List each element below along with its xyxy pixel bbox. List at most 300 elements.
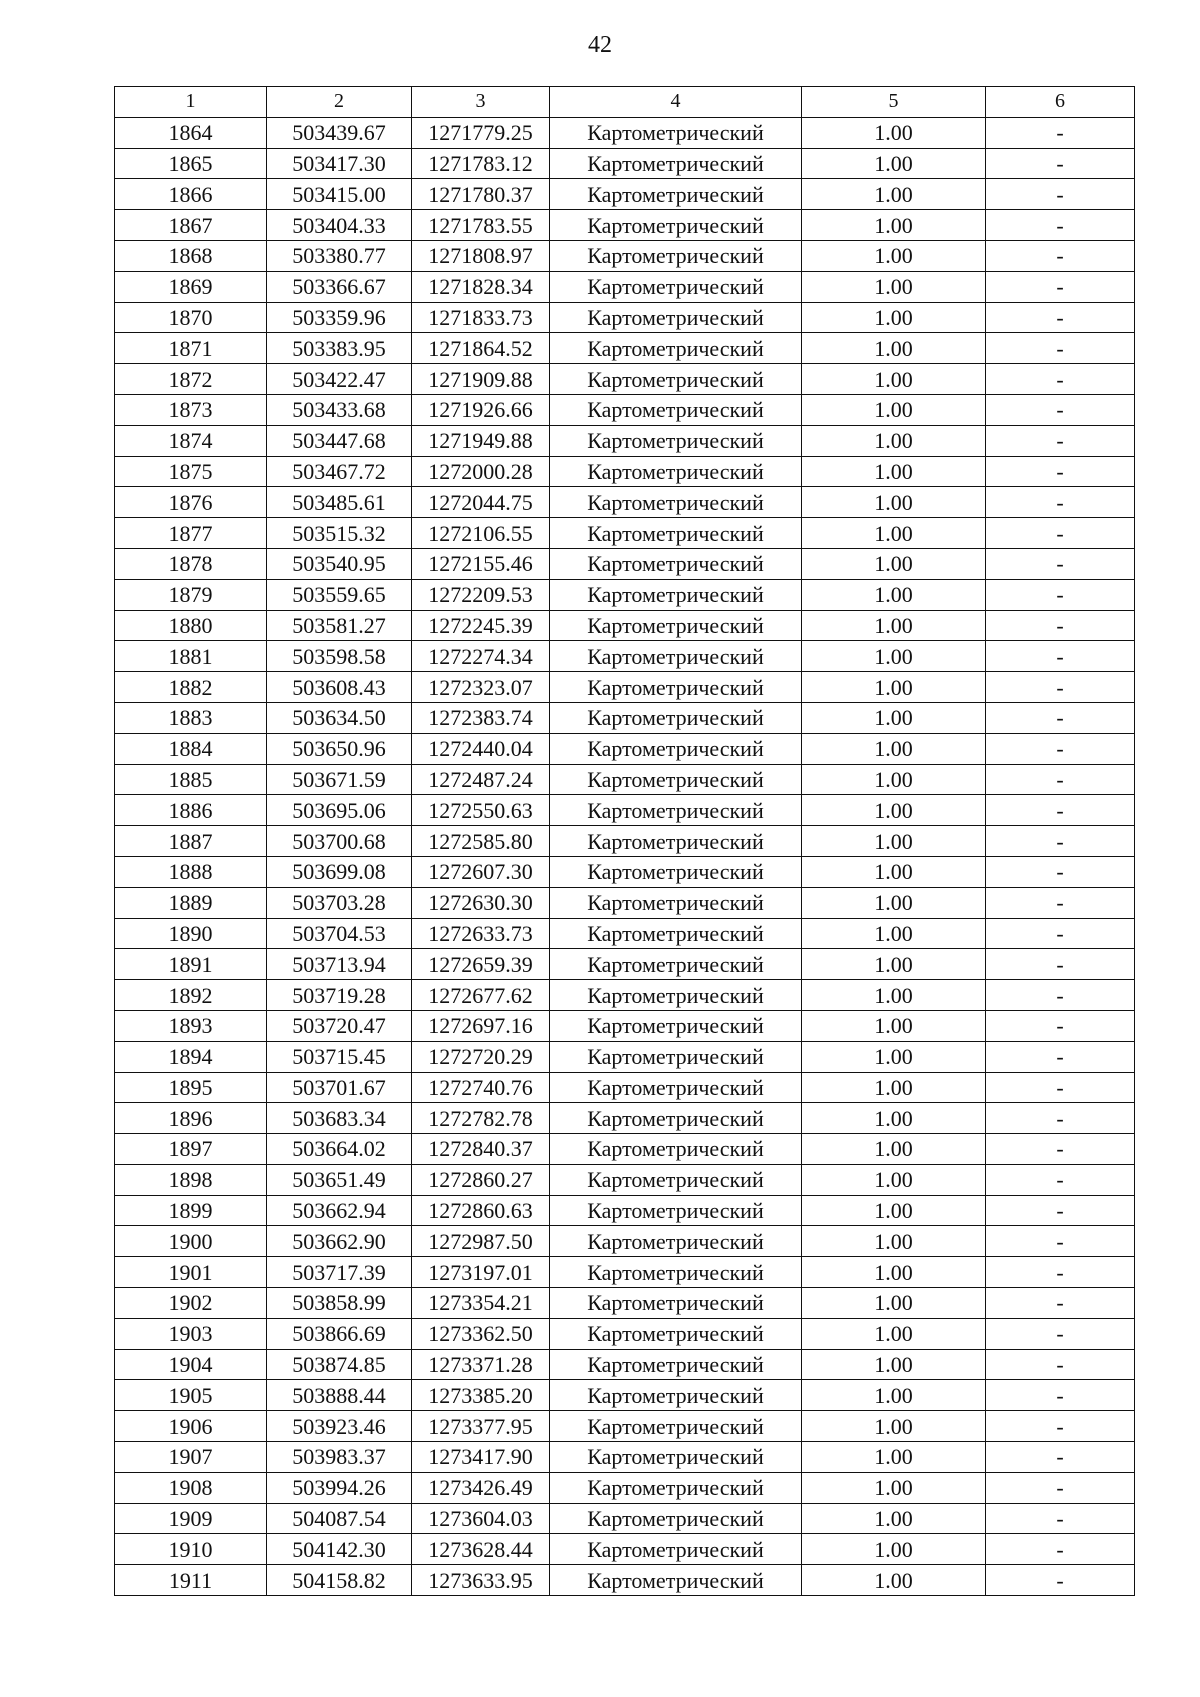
- x-coordinate-cell: 503581.27: [267, 610, 412, 641]
- note-cell: -: [986, 856, 1135, 887]
- accuracy-cell: 1.00: [802, 518, 986, 549]
- note-cell: -: [986, 1103, 1135, 1134]
- note-cell: -: [986, 148, 1135, 179]
- note-cell: -: [986, 1565, 1135, 1596]
- note-cell: -: [986, 364, 1135, 395]
- method-cell: Картометрический: [550, 1411, 802, 1442]
- x-coordinate-cell: 503540.95: [267, 548, 412, 579]
- table-row: [115, 826, 1135, 857]
- y-coordinate-cell: 1273362.50: [412, 1318, 550, 1349]
- point-number-cell: 1889: [115, 887, 267, 918]
- note-cell: -: [986, 887, 1135, 918]
- y-coordinate-cell: 1271949.88: [412, 425, 550, 456]
- note-cell: -: [986, 579, 1135, 610]
- accuracy-cell: 1.00: [802, 579, 986, 610]
- table-row: [115, 1041, 1135, 1072]
- header-cell-3: 3: [412, 87, 550, 118]
- table-row: [115, 579, 1135, 610]
- method-cell: Картометрический: [550, 610, 802, 641]
- accuracy-cell: 1.00: [802, 1010, 986, 1041]
- y-coordinate-cell: 1272209.53: [412, 579, 550, 610]
- point-number-cell: 1901: [115, 1257, 267, 1288]
- x-coordinate-cell: 503383.95: [267, 333, 412, 364]
- note-cell: -: [986, 1472, 1135, 1503]
- table-row: [115, 1134, 1135, 1165]
- x-coordinate-cell: 503703.28: [267, 887, 412, 918]
- method-cell: Картометрический: [550, 210, 802, 241]
- table-row: [115, 425, 1135, 456]
- point-number-cell: 1891: [115, 949, 267, 980]
- x-coordinate-cell: 503704.53: [267, 918, 412, 949]
- point-number-cell: 1871: [115, 333, 267, 364]
- x-coordinate-cell: 503664.02: [267, 1134, 412, 1165]
- x-coordinate-cell: 503366.67: [267, 271, 412, 302]
- note-cell: -: [986, 425, 1135, 456]
- note-cell: -: [986, 1534, 1135, 1565]
- x-coordinate-cell: 503701.67: [267, 1072, 412, 1103]
- point-number-cell: 1886: [115, 795, 267, 826]
- x-coordinate-cell: 503923.46: [267, 1411, 412, 1442]
- y-coordinate-cell: 1273197.01: [412, 1257, 550, 1288]
- note-cell: -: [986, 702, 1135, 733]
- accuracy-cell: 1.00: [802, 240, 986, 271]
- note-cell: -: [986, 487, 1135, 518]
- method-cell: Картометрический: [550, 1503, 802, 1534]
- note-cell: -: [986, 1195, 1135, 1226]
- method-cell: Картометрический: [550, 1041, 802, 1072]
- header-cell-1: 1: [115, 87, 267, 118]
- point-number-cell: 1908: [115, 1472, 267, 1503]
- table-row: [115, 1257, 1135, 1288]
- y-coordinate-cell: 1272106.55: [412, 518, 550, 549]
- point-number-cell: 1883: [115, 702, 267, 733]
- header-cell-6: 6: [986, 87, 1135, 118]
- table-row: [115, 487, 1135, 518]
- note-cell: -: [986, 918, 1135, 949]
- accuracy-cell: 1.00: [802, 364, 986, 395]
- point-number-cell: 1893: [115, 1010, 267, 1041]
- y-coordinate-cell: 1273604.03: [412, 1503, 550, 1534]
- x-coordinate-cell: 503608.43: [267, 672, 412, 703]
- y-coordinate-cell: 1273385.20: [412, 1380, 550, 1411]
- x-coordinate-cell: 503983.37: [267, 1442, 412, 1473]
- point-number-cell: 1888: [115, 856, 267, 887]
- y-coordinate-cell: 1271779.25: [412, 117, 550, 148]
- point-number-cell: 1865: [115, 148, 267, 179]
- method-cell: Картометрический: [550, 1226, 802, 1257]
- point-number-cell: 1870: [115, 302, 267, 333]
- table-row: [115, 1380, 1135, 1411]
- y-coordinate-cell: 1272585.80: [412, 826, 550, 857]
- table-row: [115, 672, 1135, 703]
- y-coordinate-cell: 1272860.63: [412, 1195, 550, 1226]
- x-coordinate-cell: 503700.68: [267, 826, 412, 857]
- table-row: [115, 456, 1135, 487]
- table-row: [115, 518, 1135, 549]
- y-coordinate-cell: 1272659.39: [412, 949, 550, 980]
- note-cell: -: [986, 949, 1135, 980]
- x-coordinate-cell: 503380.77: [267, 240, 412, 271]
- x-coordinate-cell: 503447.68: [267, 425, 412, 456]
- accuracy-cell: 1.00: [802, 210, 986, 241]
- method-cell: Картометрический: [550, 302, 802, 333]
- x-coordinate-cell: 503404.33: [267, 210, 412, 241]
- method-cell: Картометрический: [550, 702, 802, 733]
- accuracy-cell: 1.00: [802, 1503, 986, 1534]
- y-coordinate-cell: 1271828.34: [412, 271, 550, 302]
- table-row: [115, 148, 1135, 179]
- method-cell: Картометрический: [550, 1534, 802, 1565]
- x-coordinate-cell: 503651.49: [267, 1164, 412, 1195]
- point-number-cell: 1880: [115, 610, 267, 641]
- accuracy-cell: 1.00: [802, 733, 986, 764]
- note-cell: -: [986, 1288, 1135, 1319]
- table-row: [115, 1072, 1135, 1103]
- point-number-cell: 1876: [115, 487, 267, 518]
- accuracy-cell: 1.00: [802, 548, 986, 579]
- method-cell: Картометрический: [550, 764, 802, 795]
- accuracy-cell: 1.00: [802, 1288, 986, 1319]
- note-cell: -: [986, 1226, 1135, 1257]
- x-coordinate-cell: 503683.34: [267, 1103, 412, 1134]
- accuracy-cell: 1.00: [802, 887, 986, 918]
- table-row: [115, 1349, 1135, 1380]
- header-row: [115, 87, 1135, 118]
- method-cell: Картометрический: [550, 826, 802, 857]
- table-row: [115, 548, 1135, 579]
- y-coordinate-cell: 1271780.37: [412, 179, 550, 210]
- accuracy-cell: 1.00: [802, 148, 986, 179]
- table-row: [115, 1411, 1135, 1442]
- y-coordinate-cell: 1272630.30: [412, 887, 550, 918]
- y-coordinate-cell: 1271926.66: [412, 394, 550, 425]
- point-number-cell: 1874: [115, 425, 267, 456]
- x-coordinate-cell: 503874.85: [267, 1349, 412, 1380]
- method-cell: Картометрический: [550, 856, 802, 887]
- note-cell: -: [986, 1380, 1135, 1411]
- note-cell: -: [986, 733, 1135, 764]
- note-cell: -: [986, 826, 1135, 857]
- y-coordinate-cell: 1271909.88: [412, 364, 550, 395]
- y-coordinate-cell: 1272155.46: [412, 548, 550, 579]
- table-row: [115, 1195, 1135, 1226]
- accuracy-cell: 1.00: [802, 1349, 986, 1380]
- method-cell: Картометрический: [550, 240, 802, 271]
- accuracy-cell: 1.00: [802, 1072, 986, 1103]
- table-row: [115, 240, 1135, 271]
- accuracy-cell: 1.00: [802, 1472, 986, 1503]
- point-number-cell: 1885: [115, 764, 267, 795]
- header-cell-2: 2: [267, 87, 412, 118]
- accuracy-cell: 1.00: [802, 1380, 986, 1411]
- table-row: [115, 117, 1135, 148]
- method-cell: Картометрический: [550, 456, 802, 487]
- accuracy-cell: 1.00: [802, 487, 986, 518]
- table-row: [115, 1565, 1135, 1596]
- accuracy-cell: 1.00: [802, 1134, 986, 1165]
- method-cell: Картометрический: [550, 1472, 802, 1503]
- y-coordinate-cell: 1272000.28: [412, 456, 550, 487]
- y-coordinate-cell: 1273633.95: [412, 1565, 550, 1596]
- x-coordinate-cell: 503662.90: [267, 1226, 412, 1257]
- note-cell: -: [986, 1349, 1135, 1380]
- note-cell: -: [986, 1041, 1135, 1072]
- table-row: [115, 1442, 1135, 1473]
- x-coordinate-cell: 503417.30: [267, 148, 412, 179]
- method-cell: Картометрический: [550, 980, 802, 1011]
- coordinates-table: [114, 86, 1135, 1596]
- table-row: [115, 1010, 1135, 1041]
- accuracy-cell: 1.00: [802, 1257, 986, 1288]
- point-number-cell: 1904: [115, 1349, 267, 1380]
- table-row: [115, 610, 1135, 641]
- x-coordinate-cell: 503662.94: [267, 1195, 412, 1226]
- point-number-cell: 1887: [115, 826, 267, 857]
- y-coordinate-cell: 1273628.44: [412, 1534, 550, 1565]
- note-cell: -: [986, 641, 1135, 672]
- point-number-cell: 1898: [115, 1164, 267, 1195]
- x-coordinate-cell: 503422.47: [267, 364, 412, 395]
- method-cell: Картометрический: [550, 887, 802, 918]
- note-cell: -: [986, 1318, 1135, 1349]
- y-coordinate-cell: 1271783.55: [412, 210, 550, 241]
- table-row: [115, 1472, 1135, 1503]
- point-number-cell: 1890: [115, 918, 267, 949]
- y-coordinate-cell: 1272840.37: [412, 1134, 550, 1165]
- note-cell: -: [986, 271, 1135, 302]
- point-number-cell: 1900: [115, 1226, 267, 1257]
- method-cell: Картометрический: [550, 548, 802, 579]
- table-row: [115, 764, 1135, 795]
- method-cell: Картометрический: [550, 918, 802, 949]
- accuracy-cell: 1.00: [802, 980, 986, 1011]
- method-cell: Картометрический: [550, 1565, 802, 1596]
- note-cell: -: [986, 548, 1135, 579]
- y-coordinate-cell: 1272245.39: [412, 610, 550, 641]
- accuracy-cell: 1.00: [802, 641, 986, 672]
- point-number-cell: 1884: [115, 733, 267, 764]
- point-number-cell: 1878: [115, 548, 267, 579]
- point-number-cell: 1877: [115, 518, 267, 549]
- point-number-cell: 1911: [115, 1565, 267, 1596]
- point-number-cell: 1896: [115, 1103, 267, 1134]
- point-number-cell: 1872: [115, 364, 267, 395]
- accuracy-cell: 1.00: [802, 1164, 986, 1195]
- accuracy-cell: 1.00: [802, 394, 986, 425]
- y-coordinate-cell: 1272607.30: [412, 856, 550, 887]
- table-row: [115, 1503, 1135, 1534]
- method-cell: Картометрический: [550, 1103, 802, 1134]
- note-cell: -: [986, 1442, 1135, 1473]
- point-number-cell: 1881: [115, 641, 267, 672]
- x-coordinate-cell: 503717.39: [267, 1257, 412, 1288]
- table-row: [115, 918, 1135, 949]
- x-coordinate-cell: 503650.96: [267, 733, 412, 764]
- point-number-cell: 1875: [115, 456, 267, 487]
- accuracy-cell: 1.00: [802, 1318, 986, 1349]
- accuracy-cell: 1.00: [802, 1411, 986, 1442]
- y-coordinate-cell: 1273354.21: [412, 1288, 550, 1319]
- y-coordinate-cell: 1272323.07: [412, 672, 550, 703]
- x-coordinate-cell: 503485.61: [267, 487, 412, 518]
- accuracy-cell: 1.00: [802, 764, 986, 795]
- table-row: [115, 179, 1135, 210]
- note-cell: -: [986, 518, 1135, 549]
- point-number-cell: 1910: [115, 1534, 267, 1565]
- y-coordinate-cell: 1271864.52: [412, 333, 550, 364]
- note-cell: -: [986, 333, 1135, 364]
- accuracy-cell: 1.00: [802, 1103, 986, 1134]
- x-coordinate-cell: 504142.30: [267, 1534, 412, 1565]
- x-coordinate-cell: 504158.82: [267, 1565, 412, 1596]
- x-coordinate-cell: 503699.08: [267, 856, 412, 887]
- method-cell: Картометрический: [550, 1442, 802, 1473]
- note-cell: -: [986, 302, 1135, 333]
- accuracy-cell: 1.00: [802, 456, 986, 487]
- y-coordinate-cell: 1273426.49: [412, 1472, 550, 1503]
- point-number-cell: 1868: [115, 240, 267, 271]
- y-coordinate-cell: 1272383.74: [412, 702, 550, 733]
- note-cell: -: [986, 117, 1135, 148]
- x-coordinate-cell: 503359.96: [267, 302, 412, 333]
- accuracy-cell: 1.00: [802, 1565, 986, 1596]
- y-coordinate-cell: 1272044.75: [412, 487, 550, 518]
- table-row: [115, 1164, 1135, 1195]
- point-number-cell: 1895: [115, 1072, 267, 1103]
- accuracy-cell: 1.00: [802, 179, 986, 210]
- method-cell: Картометрический: [550, 641, 802, 672]
- note-cell: -: [986, 179, 1135, 210]
- table-row: [115, 980, 1135, 1011]
- y-coordinate-cell: 1272740.76: [412, 1072, 550, 1103]
- y-coordinate-cell: 1272550.63: [412, 795, 550, 826]
- point-number-cell: 1867: [115, 210, 267, 241]
- x-coordinate-cell: 503433.68: [267, 394, 412, 425]
- table-row: [115, 210, 1135, 241]
- y-coordinate-cell: 1271783.12: [412, 148, 550, 179]
- method-cell: Картометрический: [550, 394, 802, 425]
- x-coordinate-cell: 503858.99: [267, 1288, 412, 1319]
- method-cell: Картометрический: [550, 333, 802, 364]
- note-cell: -: [986, 610, 1135, 641]
- y-coordinate-cell: 1272782.78: [412, 1103, 550, 1134]
- note-cell: -: [986, 795, 1135, 826]
- y-coordinate-cell: 1272987.50: [412, 1226, 550, 1257]
- note-cell: -: [986, 1257, 1135, 1288]
- x-coordinate-cell: 503671.59: [267, 764, 412, 795]
- method-cell: Картометрический: [550, 1134, 802, 1165]
- table-row: [115, 1534, 1135, 1565]
- point-number-cell: 1864: [115, 117, 267, 148]
- table-row: [115, 641, 1135, 672]
- method-cell: Картометрический: [550, 579, 802, 610]
- x-coordinate-cell: 503888.44: [267, 1380, 412, 1411]
- point-number-cell: 1906: [115, 1411, 267, 1442]
- x-coordinate-cell: 503515.32: [267, 518, 412, 549]
- x-coordinate-cell: 503415.00: [267, 179, 412, 210]
- y-coordinate-cell: 1272677.62: [412, 980, 550, 1011]
- point-number-cell: 1866: [115, 179, 267, 210]
- table-row: [115, 394, 1135, 425]
- x-coordinate-cell: 503715.45: [267, 1041, 412, 1072]
- method-cell: Картометрический: [550, 1349, 802, 1380]
- method-cell: Картометрический: [550, 1195, 802, 1226]
- x-coordinate-cell: 503598.58: [267, 641, 412, 672]
- point-number-cell: 1882: [115, 672, 267, 703]
- note-cell: -: [986, 980, 1135, 1011]
- note-cell: -: [986, 240, 1135, 271]
- accuracy-cell: 1.00: [802, 425, 986, 456]
- x-coordinate-cell: 503720.47: [267, 1010, 412, 1041]
- method-cell: Картометрический: [550, 795, 802, 826]
- method-cell: Картометрический: [550, 1010, 802, 1041]
- y-coordinate-cell: 1272697.16: [412, 1010, 550, 1041]
- table-row: [115, 795, 1135, 826]
- method-cell: Картометрический: [550, 518, 802, 549]
- x-coordinate-cell: 503439.67: [267, 117, 412, 148]
- note-cell: -: [986, 394, 1135, 425]
- table-row: [115, 1103, 1135, 1134]
- method-cell: Картометрический: [550, 1318, 802, 1349]
- x-coordinate-cell: 503559.65: [267, 579, 412, 610]
- note-cell: -: [986, 1164, 1135, 1195]
- accuracy-cell: 1.00: [802, 1226, 986, 1257]
- header-cell-4: 4: [550, 87, 802, 118]
- method-cell: Картометрический: [550, 425, 802, 456]
- accuracy-cell: 1.00: [802, 702, 986, 733]
- x-coordinate-cell: 503713.94: [267, 949, 412, 980]
- y-coordinate-cell: 1272860.27: [412, 1164, 550, 1195]
- x-coordinate-cell: 503467.72: [267, 456, 412, 487]
- y-coordinate-cell: 1271833.73: [412, 302, 550, 333]
- note-cell: -: [986, 764, 1135, 795]
- point-number-cell: 1879: [115, 579, 267, 610]
- method-cell: Картометрический: [550, 672, 802, 703]
- y-coordinate-cell: 1272274.34: [412, 641, 550, 672]
- accuracy-cell: 1.00: [802, 672, 986, 703]
- x-coordinate-cell: 504087.54: [267, 1503, 412, 1534]
- y-coordinate-cell: 1273377.95: [412, 1411, 550, 1442]
- accuracy-cell: 1.00: [802, 333, 986, 364]
- y-coordinate-cell: 1272440.04: [412, 733, 550, 764]
- accuracy-cell: 1.00: [802, 1534, 986, 1565]
- table-row: [115, 702, 1135, 733]
- point-number-cell: 1869: [115, 271, 267, 302]
- x-coordinate-cell: 503695.06: [267, 795, 412, 826]
- table-row: [115, 271, 1135, 302]
- x-coordinate-cell: 503719.28: [267, 980, 412, 1011]
- accuracy-cell: 1.00: [802, 918, 986, 949]
- table-row: [115, 364, 1135, 395]
- note-cell: -: [986, 1010, 1135, 1041]
- accuracy-cell: 1.00: [802, 271, 986, 302]
- note-cell: -: [986, 1072, 1135, 1103]
- table-body: [115, 117, 1135, 1595]
- point-number-cell: 1892: [115, 980, 267, 1011]
- note-cell: -: [986, 1411, 1135, 1442]
- x-coordinate-cell: 503866.69: [267, 1318, 412, 1349]
- y-coordinate-cell: 1272487.24: [412, 764, 550, 795]
- method-cell: Картометрический: [550, 1380, 802, 1411]
- table-row: [115, 949, 1135, 980]
- accuracy-cell: 1.00: [802, 1195, 986, 1226]
- y-coordinate-cell: 1273371.28: [412, 1349, 550, 1380]
- accuracy-cell: 1.00: [802, 302, 986, 333]
- accuracy-cell: 1.00: [802, 1442, 986, 1473]
- table-row: [115, 333, 1135, 364]
- point-number-cell: 1873: [115, 394, 267, 425]
- method-cell: Картометрический: [550, 179, 802, 210]
